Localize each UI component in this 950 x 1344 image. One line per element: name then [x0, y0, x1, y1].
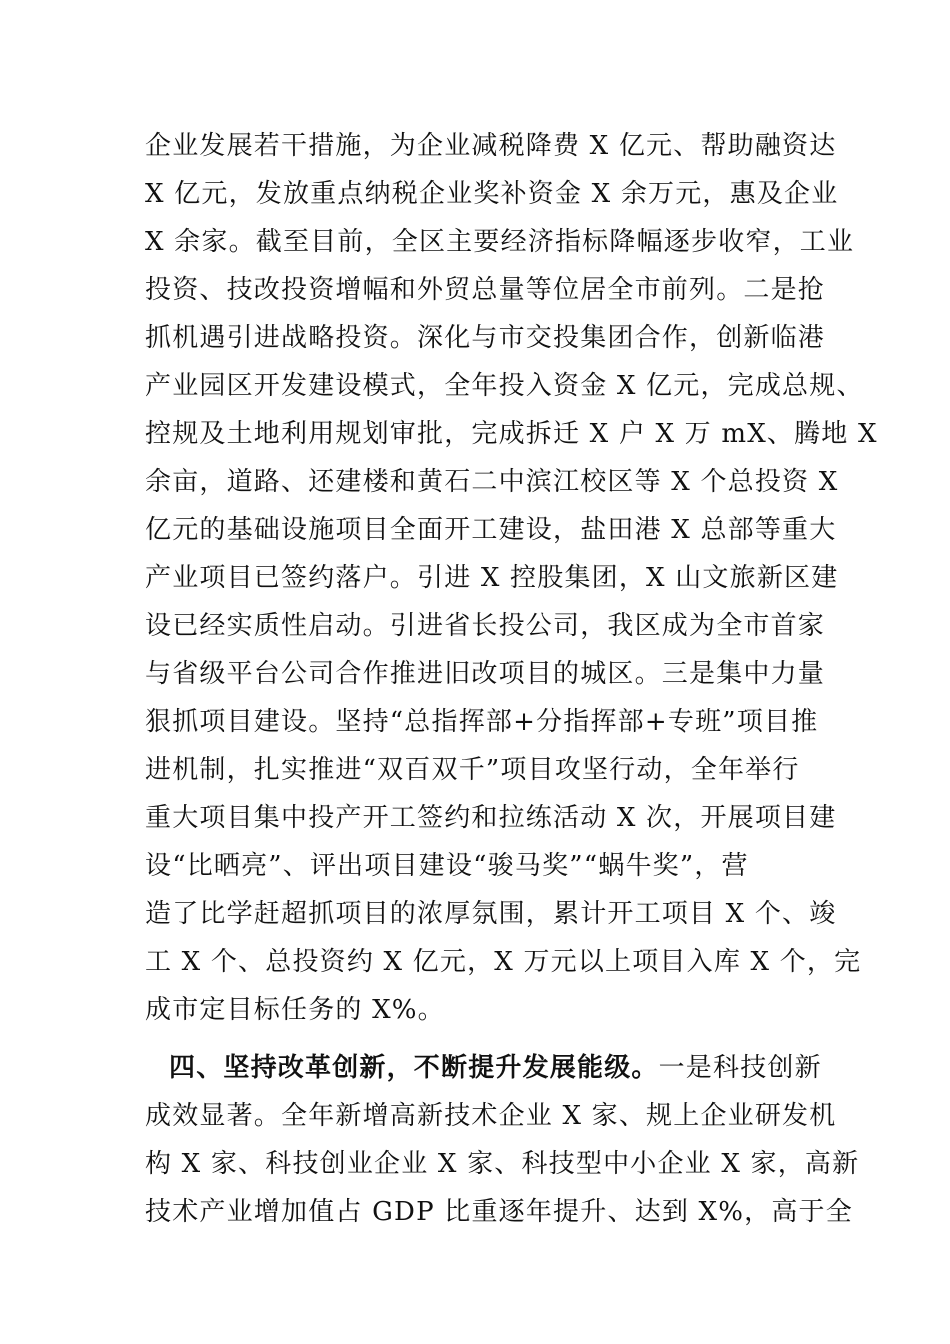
text-line: 进机制，扎实推进“双百双千”项目攻坚行动，全年举行 [145, 755, 800, 785]
text-line: 设“比晒亮”、评出项目建设“骏马奖”“蜗牛奖”，营 [145, 851, 749, 881]
text-line: 构 X 家、科技创业企业 X 家、科技型中小企业 X 家，高新 [145, 1149, 860, 1179]
body-text [145, 122, 878, 1236]
text-line: 工 X 个、总投资约 X 亿元，X 万元以上项目入库 X 个，完 [145, 947, 862, 977]
text-line: 产业项目已签约落户。引进 X 控股集团，X 山文旅新区建 [145, 563, 839, 593]
text-line: 产业园区开发建设模式，全年投入资金 X 亿元，完成总规、 [145, 371, 864, 401]
text-line: 亿元的基础设施项目全面开工建设，盐田港 X 总部等重大 [145, 515, 837, 545]
text-line: 与省级平台公司合作推进旧改项目的城区。三是集中力量 [145, 659, 826, 689]
text-line: 成市定目标任务的 X%。 [145, 995, 445, 1025]
section-heading: 四、坚持改革创新，不断提升发展能级。 [169, 1053, 659, 1083]
text-line: 抓机遇引进战略投资。深化与市交投集团合作，创新临港 [145, 323, 826, 353]
text-line: 狠抓项目建设。坚持“总指挥部+分指挥部+专班”项目推 [145, 707, 819, 737]
text-line: X 余家。截至目前，全区主要经济指标降幅逐步收窄，工业 [145, 227, 855, 257]
text-line: 设已经实质性启动。引进省长投公司，我区成为全市首家 [145, 611, 826, 641]
text-line: 技术产业增加值占 GDP 比重逐年提升、达到 X%，高于全 [145, 1197, 853, 1227]
text-line: 投资、技改投资增幅和外贸总量等位居全市前列。二是抢 [145, 275, 826, 305]
text-line: 重大项目集中投产开工签约和拉练活动 X 次，开展项目建 [145, 803, 837, 833]
text-line: 造了比学赶超抓项目的浓厚氛围，累计开工项目 X 个、竣 [145, 899, 837, 929]
text-line: 控规及土地利用规划审批，完成拆迁 X 户 X 万 mX、腾地 X [145, 419, 878, 449]
text-line: X 亿元，发放重点纳税企业奖补资金 X 余万元，惠及企业 [145, 179, 839, 209]
text-line: 余亩，道路、还建楼和黄石二中滨江校区等 X 个总投资 X [145, 467, 839, 497]
section-text: 一是科技创新 [658, 1053, 822, 1083]
section-heading-line [145, 1044, 825, 1092]
text-line: 企业发展若干措施，为企业减税降费 X 亿元、帮助融资达 [145, 131, 837, 161]
text-line: 成效显著。全年新增高新技术企业 X 家、规上企业研发机 [145, 1101, 837, 1131]
